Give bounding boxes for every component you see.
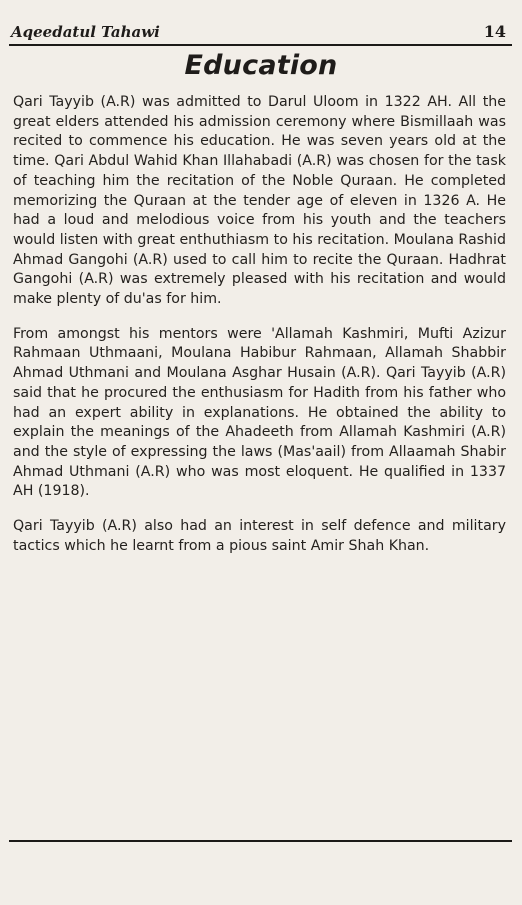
footer-rule xyxy=(9,840,512,842)
page-number: 14 xyxy=(483,22,506,41)
page-header xyxy=(9,18,512,46)
body-text xyxy=(13,93,506,571)
running-title: Aqeedatul Tahawi xyxy=(11,23,160,41)
paragraph: Qari Tayyib (A.R) also had an interest in self defence and military tactics which he learnt from a pious saint Amir Shah Khan. xyxy=(13,518,506,554)
paragraph: From amongst his mentors were 'Allamah Kashmiri, Mufti Azizur Rahmaan Uthmaani, Moulana Habibur Rahmaan, Allamah Shabbir Ahmad Uthmani and Moulana Asghar Husain (A.R). Qari Tayyib (A.R) said that he procured the enthusiasm for Hadith from his father who had an expert ability in explanations. He obtained the ability to explain the meanings of the Ahadeeth from Allamah Kashmiri (A.R) and the style of expressing the laws (Mas'aail) from Allaamah Shabir Ahmad Uthmani (A.R) who was most eloquent. He qualified in 1337 AH (1918). xyxy=(13,325,506,500)
section-title: Education xyxy=(184,50,338,81)
paragraph: Qari Tayyib (A.R) was admitted to Darul Uloom in 1322 AH. All the great elders attended his admission ceremony where Bismillaah was recited to commence his education. He was seven years old at the time. Qari Abdul Wahid Khan Illahabadi (A.R) was chosen for the task of teaching him the recitation of the Noble Quraan. He completed memorizing the Quraan at the tender age of eleven in 1326 A. He had a loud and melodious voice from his youth and the teachers would listen with great enthuthiasm to his recitation. Moulana Rashid Ahmad Gangohi (A.R) used to call him to recite the Quraan. Hadhrat Gangohi (A.R) was extremely pleased with his recitation and would make plenty of du'as for him. xyxy=(13,94,506,308)
